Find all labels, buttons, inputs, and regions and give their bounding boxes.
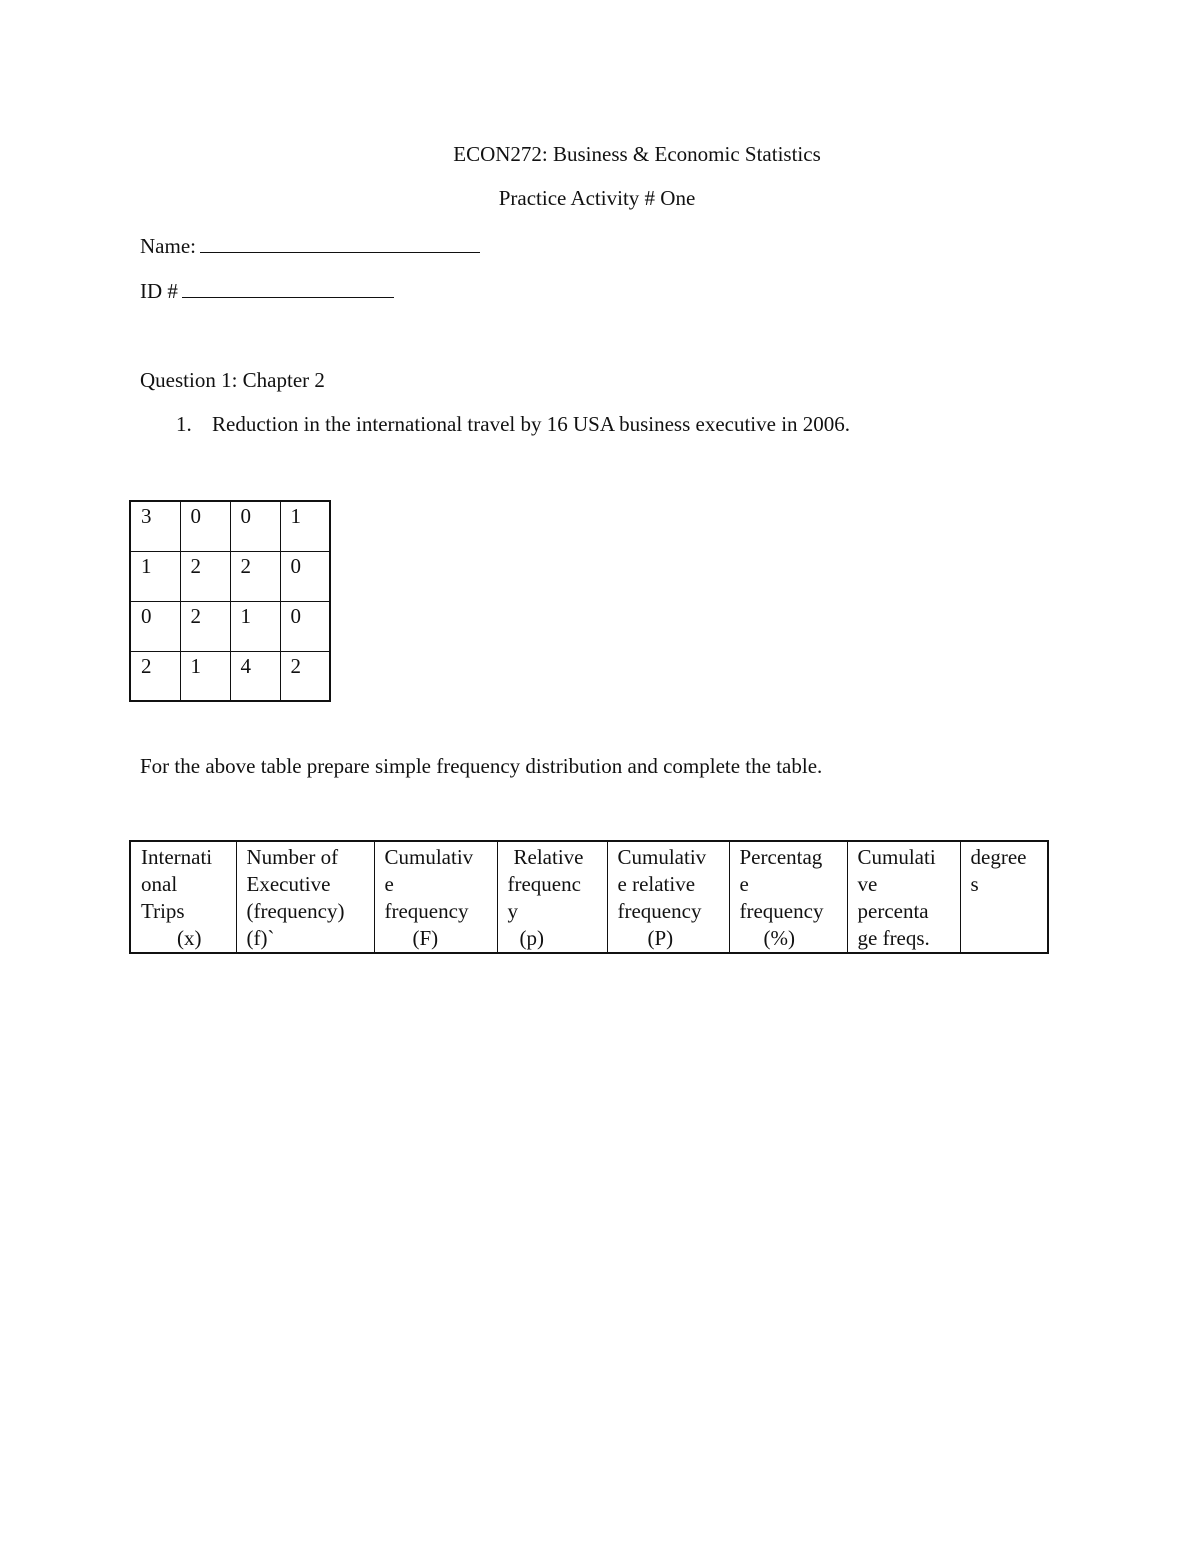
header-cumulative-frequency: [374, 841, 497, 953]
header-cumulative-relative-frequency: [607, 841, 729, 953]
header-line: Percentag: [739, 845, 823, 869]
course-title: ECON272: Business & Economic Statistics: [453, 142, 821, 166]
header-international-trips: [130, 841, 236, 953]
id-label: ID #: [140, 279, 178, 303]
table-cell: 0: [280, 601, 330, 651]
table-cell: 0: [230, 501, 280, 551]
table-cell: 2: [130, 651, 180, 701]
header-line: Number of: [246, 845, 339, 869]
header-line: frequency: [384, 899, 469, 923]
instruction-text: For the above table prepare simple frequency distribution and complete the table.: [140, 754, 823, 778]
header-line: (frequency): [246, 899, 345, 923]
table-cell: 1: [230, 601, 280, 651]
table-cell: 2: [230, 551, 280, 601]
question-item: [176, 412, 850, 437]
table-cell: 0: [280, 551, 330, 601]
header-relative-frequency: [497, 841, 607, 953]
header-line: onal: [141, 872, 178, 896]
header-line: frequenc: [507, 872, 581, 896]
activity-title: Practice Activity # One: [498, 186, 696, 210]
header-number-of-executive: [236, 841, 374, 953]
table-cell: 0: [130, 601, 180, 651]
header-line: e: [739, 872, 749, 896]
item-number: 1.: [176, 412, 192, 436]
header-symbol: (x): [177, 926, 202, 950]
header-line: ge freqs.: [857, 926, 930, 950]
table-cell: 0: [180, 501, 230, 551]
name-label: Name:: [140, 234, 196, 258]
header-symbol: (f)`: [246, 926, 275, 950]
header-line: Internati: [141, 845, 213, 869]
header-line: Trips: [141, 899, 185, 923]
name-blank-line[interactable]: [200, 232, 480, 253]
header-line: degree: [970, 845, 1027, 869]
header-line: ve: [857, 872, 878, 896]
header-line: Relative: [513, 845, 584, 869]
header-line: e: [384, 872, 394, 896]
table-row: [130, 651, 330, 701]
table-row: [130, 601, 330, 651]
table-cell: 2: [280, 651, 330, 701]
header-row: [130, 841, 1048, 953]
header-line: y: [507, 899, 518, 923]
header-line: frequency: [739, 899, 824, 923]
header-line: e relative: [617, 872, 696, 896]
table-cell: 2: [180, 551, 230, 601]
travel-data-table: [129, 500, 331, 702]
id-field: [140, 277, 394, 304]
name-field: [140, 232, 480, 259]
header-symbol: (F): [412, 926, 439, 950]
table-cell: 1: [130, 551, 180, 601]
header-line: percenta: [857, 899, 929, 923]
table-cell: 1: [180, 651, 230, 701]
frequency-distribution-table: [129, 840, 1049, 954]
header-symbol: (%): [763, 926, 795, 950]
header-symbol: (p): [519, 926, 544, 950]
table-cell: 4: [230, 651, 280, 701]
header-cumulative-percentage-freqs: [847, 841, 960, 953]
table-row: [130, 501, 330, 551]
question-heading: Question 1: Chapter 2: [140, 368, 325, 392]
header-line: Cumulativ: [617, 845, 707, 869]
header-percentage-frequency: [729, 841, 847, 953]
id-blank-line[interactable]: [182, 277, 394, 298]
header-line: Cumulati: [857, 845, 936, 869]
header-line: s: [970, 872, 979, 896]
header-line: Cumulativ: [384, 845, 474, 869]
item-text: Reduction in the international travel by 16 USA business executive in 2006.: [212, 412, 851, 436]
header-line: frequency: [617, 899, 702, 923]
table-cell: 2: [180, 601, 230, 651]
table-cell: 1: [280, 501, 330, 551]
header-degrees: [960, 841, 1048, 953]
table-row: [130, 551, 330, 601]
header-symbol: (P): [647, 926, 674, 950]
table-cell: 3: [130, 501, 180, 551]
header-line: Executive: [246, 872, 331, 896]
